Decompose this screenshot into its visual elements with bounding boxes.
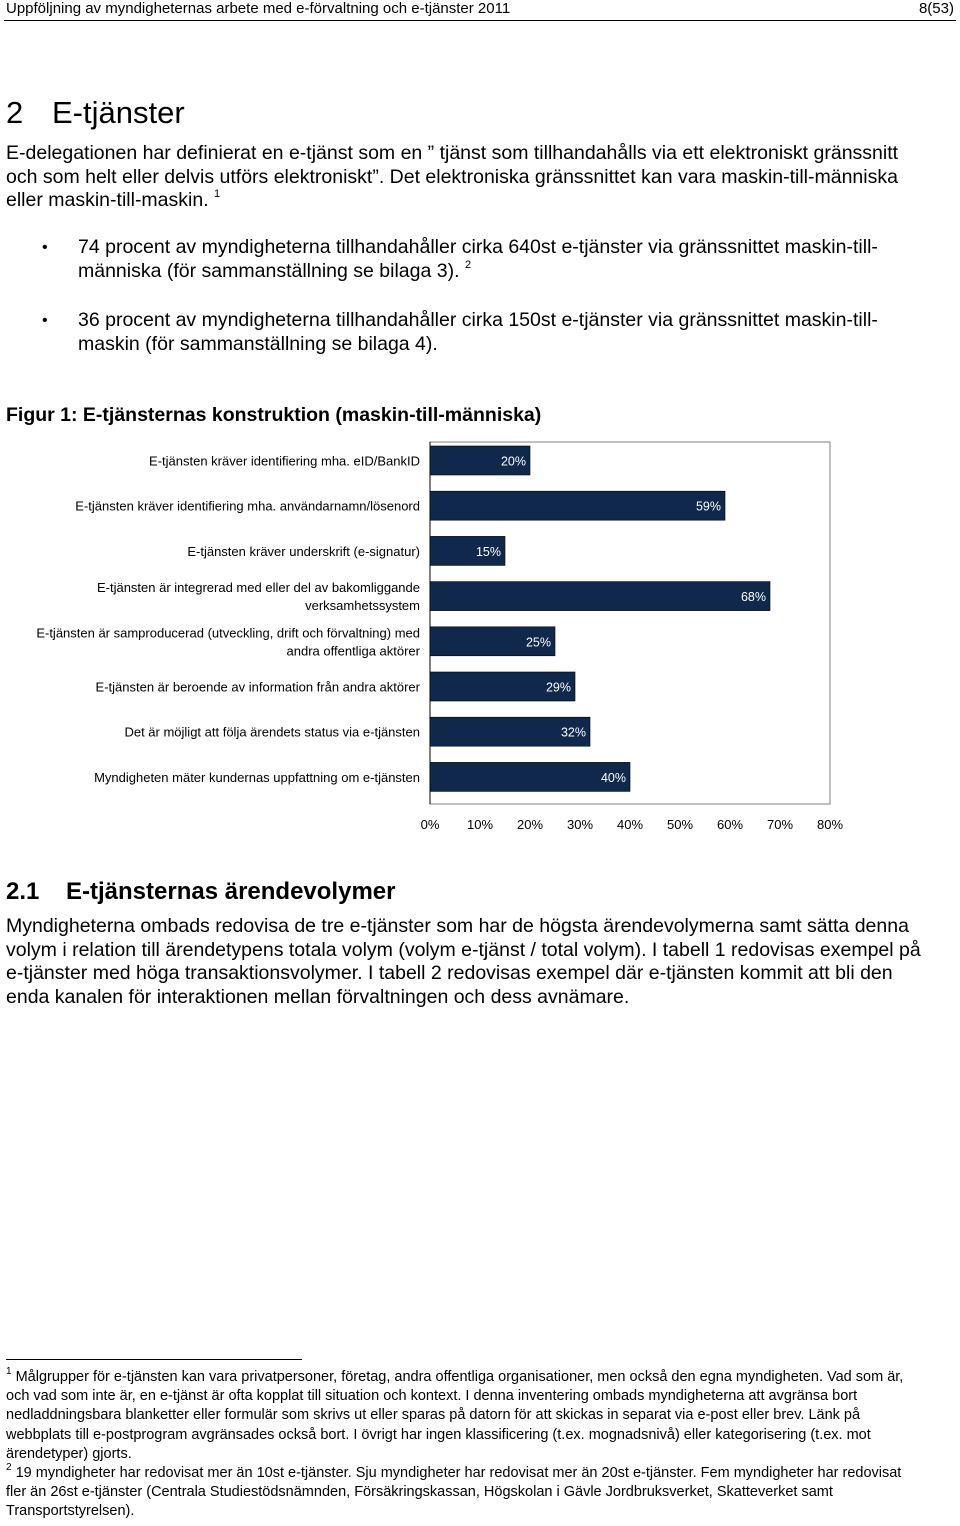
data-label: 68% bbox=[740, 590, 766, 605]
footnote-ref-2[interactable]: 2 bbox=[464, 258, 472, 271]
bullet-text: 36 procent av myndigheterna tillhandahåller cirka 150st e-tjänster via gränssnittet maskin-till-maskin (för sammanställning se bilaga 4). bbox=[78, 309, 878, 355]
subsection-text: Myndigheterna ombads redovisa de tre e-tjänster som har de högsta ärendevolymerna samt sätta denna volym i relation till ärendetypens totala volym (volym e-tjänst / total volym). I tabell 1 redovisas exempel på e-tjänster med höga transaktionsvolymer. I tabell 2 redovisas exempel där e-tjänsten kommit att bli den enda kanalen för interaktionen mellan förvaltningen och dess avnämare. bbox=[6, 915, 921, 1008]
subsection-heading bbox=[6, 878, 395, 906]
section-intro bbox=[6, 142, 906, 213]
bullet-icon: • bbox=[42, 239, 48, 256]
category-label: E-tjänsten kräver identifiering mha. användarnamn/lösenord bbox=[75, 498, 420, 514]
bullet-list bbox=[0, 236, 930, 382]
page-header bbox=[4, 0, 956, 21]
data-label: 15% bbox=[475, 544, 501, 559]
x-tick-label: 0% bbox=[420, 817, 440, 832]
category-label: E-tjänsten är samproducerad (utveckling, drift och förvaltning) med bbox=[36, 625, 420, 641]
data-label: 25% bbox=[525, 635, 551, 650]
category-label: E-tjänsten kräver underskrift (e-signatur) bbox=[187, 543, 420, 559]
x-tick-label: 30% bbox=[566, 817, 594, 832]
subsection-number: 2.1 bbox=[6, 878, 40, 905]
footnote-ref-1[interactable]: 1 bbox=[214, 188, 221, 200]
data-label: 29% bbox=[545, 680, 571, 695]
bar-chart bbox=[0, 440, 960, 840]
footnote-text: 19 myndigheter har redovisat mer än 10st e-tjänster. Sju myndigheter har redovisat mer än 20st e-tjänster. Fem myndigheter har redovisat fler än 26st e-tjänster (Centrala Studiestödsnämnden, Försäkringskassan, Högskolan i Gävle Jordbruksverket, Skatteverket samt Transportstyrelsen). bbox=[6, 1465, 902, 1520]
footnote-2 bbox=[6, 1464, 918, 1522]
category-label: verksamhetssystem bbox=[305, 598, 420, 614]
footnote-separator bbox=[6, 1359, 302, 1360]
figure-title: Figur 1: E-tjänsternas konstruktion (maskin-till-människa) bbox=[6, 404, 542, 426]
subsection-title: E-tjänsternas ärendevolymer bbox=[66, 878, 396, 905]
footnote-1 bbox=[6, 1368, 918, 1464]
data-label: 20% bbox=[500, 454, 526, 469]
category-label: andra offentliga aktörer bbox=[286, 643, 420, 659]
category-label: Myndigheten mäter kundernas uppfattning om e-tjänsten bbox=[94, 769, 420, 785]
bar bbox=[430, 582, 770, 611]
data-label: 40% bbox=[600, 770, 626, 785]
section-number: 2 bbox=[6, 95, 24, 130]
bullet-icon: • bbox=[42, 312, 48, 329]
bullet-item bbox=[0, 309, 930, 356]
category-label: E-tjänsten är integrerad med eller del av bakomliggande bbox=[96, 580, 420, 596]
x-tick-label: 50% bbox=[666, 817, 694, 832]
section-title: E-tjänster bbox=[52, 95, 185, 130]
x-tick-label: 20% bbox=[516, 817, 544, 832]
category-label: Det är möjligt att följa ärendets status via e-tjänsten bbox=[124, 724, 420, 740]
x-tick-label: 40% bbox=[616, 817, 644, 832]
bullet-item bbox=[0, 236, 930, 283]
category-label: E-tjänsten är beroende av information från andra aktörer bbox=[95, 679, 420, 695]
x-tick-label: 60% bbox=[716, 817, 744, 832]
x-tick-label: 10% bbox=[466, 817, 494, 832]
document-title: Uppföljning av myndigheternas arbete med e-förvaltning och e-tjänster 2011 bbox=[6, 0, 511, 17]
data-label: 59% bbox=[695, 499, 721, 514]
category-label: E-tjänsten kräver identifiering mha. eID/BankID bbox=[149, 453, 420, 469]
x-tick-label: 70% bbox=[766, 817, 794, 832]
section-heading bbox=[6, 95, 185, 131]
page-number: 8(53) bbox=[918, 0, 954, 17]
intro-text: E-delegationen har definierat en e-tjänst som en ” tjänst som tillhandahålls via ett elektroniskt gränssnitt och som helt eller delvis utförs elektroniskt”. Det elektroniska gränssnittet kan vara maskin-till-människa eller maskin-till-maskin. bbox=[6, 142, 899, 211]
footnotes bbox=[6, 1368, 918, 1522]
bullet-text: 74 procent av myndigheterna tillhandahåller cirka 640st e-tjänster via gränssnittet maskin-till-människa (för sammanställning se bilaga 3). bbox=[78, 236, 878, 282]
data-label: 32% bbox=[560, 725, 586, 740]
footnote-text: Målgrupper för e-tjänsten kan vara privatpersoner, företag, andra offentliga organisationer, men också den egna myndigheten. Vad som är, och vad som inte är, en e-tjänst är ofta kopplat till situation och kontext. I denna inventering ombads myndigheterna att avgränsa bort nedladdningsbara blanketter eller formulär som skrivs ut eller sparas på datorn för att skickas in separat via e-post eller brev. Länk på webbplats till e-postprogram avgränsades också bort. I övrigt har ingen klassificering (t.ex. mognadsnivå) eller kategorisering (t.ex. mot ärendetyper) gjorts. bbox=[6, 1369, 904, 1462]
x-tick-label: 80% bbox=[816, 817, 844, 832]
footnote-number: 1 bbox=[6, 1366, 12, 1377]
footnote-number: 2 bbox=[6, 1462, 12, 1474]
bar bbox=[430, 491, 725, 520]
